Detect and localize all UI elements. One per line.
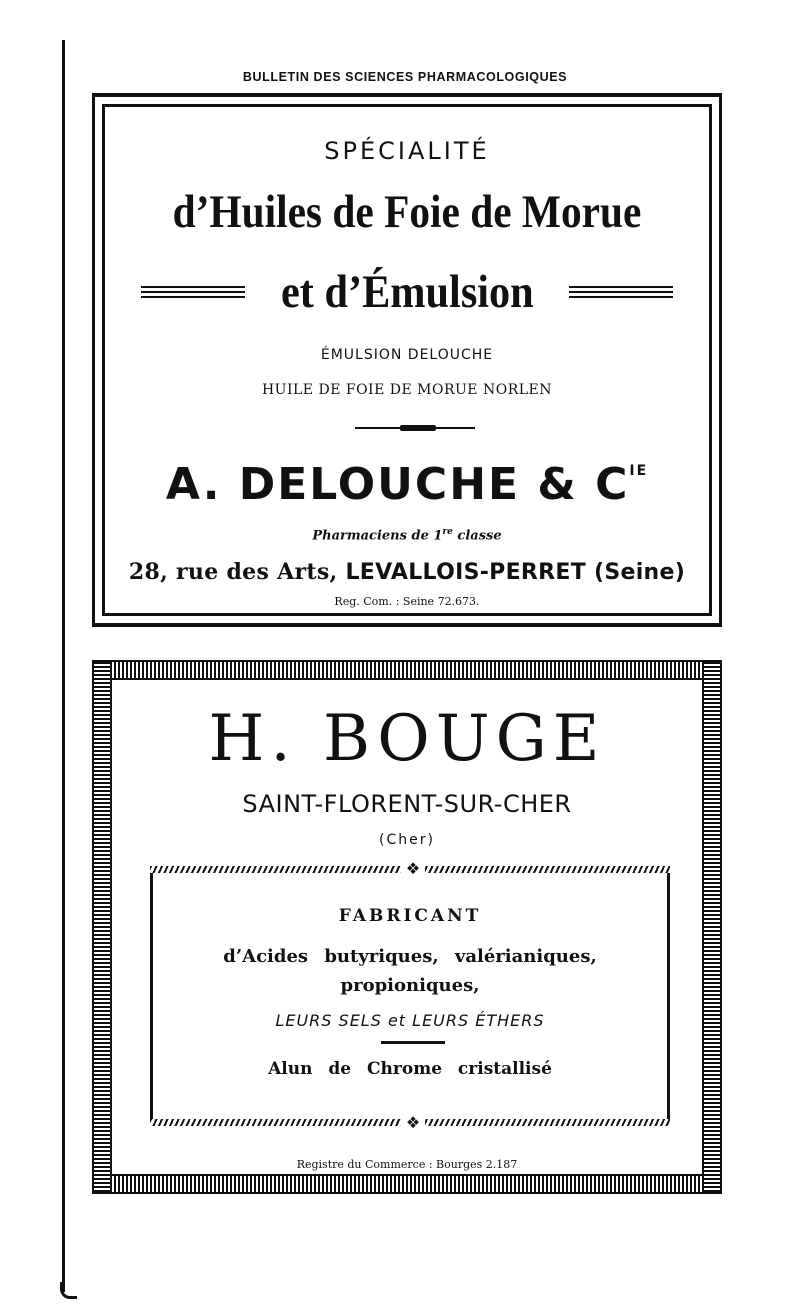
ad-main-title-line2-row <box>105 265 709 319</box>
ornamental-divider <box>105 425 709 431</box>
page-binding-line <box>62 40 65 1292</box>
company-town: SAINT-FLORENT-SUR-CHER <box>242 790 572 818</box>
acids-line-2: propioniques, <box>340 975 480 996</box>
running-head: BULLETIN DES SCIENCES PHARMACOLOGIQUES <box>242 70 568 84</box>
ad-main-title-line1: d’Huiles de Foie de Morue <box>172 186 642 238</box>
hatched-border-right <box>704 662 720 1192</box>
page-binding-hook <box>60 1282 77 1299</box>
commerce-registry: Registre du Commerce : Bourges 2.187 <box>296 1158 518 1171</box>
company-address: 28, rue des Arts, LEVALLOIS-PERRET (Seine) <box>128 559 686 585</box>
product-huile: HUILE DE FOIE DE MORUE NORLEN <box>261 382 553 398</box>
alum-line: Alun de Chrome cristallisé <box>268 1059 552 1079</box>
fabricant-heading: FABRICANT <box>338 906 482 926</box>
company-name: A. DELOUCHE & $C^{IE}$ <box>165 459 649 510</box>
acids-line: d’Acides butyriques, valérianiques, <box>223 946 597 967</box>
product-emulsion: ÉMULSION DELOUCHE <box>320 347 494 363</box>
advertisement-delouche <box>92 93 722 627</box>
products-box <box>150 859 670 1132</box>
company-name: H. BOUGE <box>208 702 606 776</box>
ad-specialite-heading: SPÉCIALITÉ <box>324 137 490 165</box>
advertisement-bouge <box>92 660 722 1194</box>
pharmacist-line: Pharmaciens de 1re classe <box>312 527 502 544</box>
short-divider <box>381 1041 445 1044</box>
company-department: (Cher) <box>379 832 435 848</box>
commerce-registry: Reg. Com. : Seine 72.673. <box>334 595 480 608</box>
hatched-border-top <box>94 662 720 678</box>
hatched-border-left <box>94 662 110 1192</box>
hatched-border-bottom <box>94 1176 720 1192</box>
ad-inner-frame <box>102 104 712 616</box>
salts-ethers-line: LEURS SELS et LEURS ÉTHERS <box>275 1011 545 1030</box>
triple-rule-right <box>569 286 673 298</box>
ornament-top-icon: ❖ <box>401 862 425 876</box>
triple-rule-left <box>141 286 245 298</box>
ornament-bottom-icon: ❖ <box>401 1116 425 1130</box>
ad-main-title-line2: et d’Émulsion <box>280 266 534 318</box>
ad-inner-frame <box>110 678 704 1176</box>
